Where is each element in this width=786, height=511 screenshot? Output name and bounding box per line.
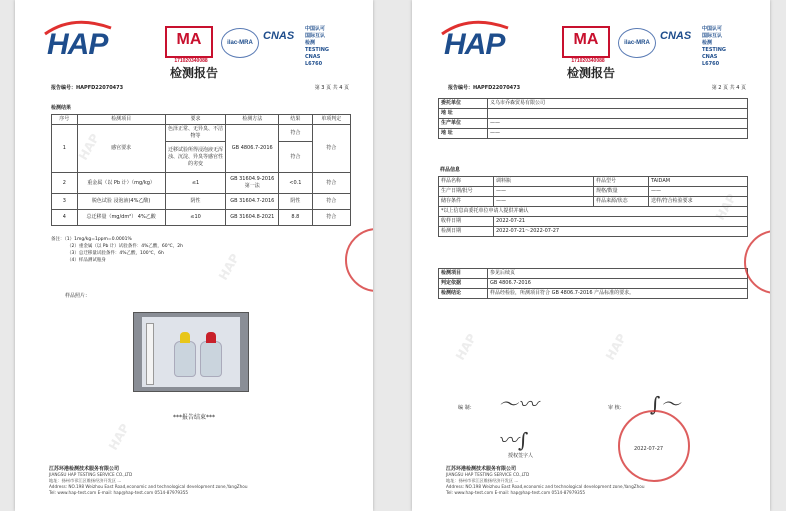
table-row	[439, 129, 748, 139]
table-row	[52, 194, 351, 210]
table-row	[439, 177, 748, 187]
report-number: 报告编号：HAPFD22070473	[51, 85, 124, 91]
ruler-icon	[146, 323, 154, 385]
cell: 送样/符合检验要求	[649, 197, 748, 207]
approver-label: 授权签字人	[508, 453, 534, 459]
red-seal-stamp	[345, 228, 373, 292]
cell: 生产单位	[439, 119, 488, 129]
cma-logo: MA 171020340088	[562, 26, 610, 58]
reviewer-signature: ∫〜	[650, 392, 681, 416]
cell: 地 址	[439, 109, 488, 119]
cell: *以上信息由委托单位申请人提供并确认	[439, 207, 748, 217]
client-table	[438, 98, 748, 139]
cell: 符合	[312, 194, 350, 210]
ilac-mra-logo: ilac-MRA	[618, 28, 656, 58]
cell: 样品来源/状态	[594, 197, 649, 207]
cell: 总迁移量（mg/dm²） 4%乙酸	[77, 210, 165, 226]
table-header-row	[52, 115, 351, 125]
note-line: 备注：（1）1mg/kg=1ppm=0.0001%	[51, 237, 132, 242]
cell: 符合	[312, 173, 350, 194]
cell: 迁移试验所得浸泡液无浑浊、沉淀、异臭等感官性的劣变	[165, 142, 226, 173]
yellow-bottle-icon	[174, 341, 196, 377]
table-row	[52, 210, 351, 226]
author-signature: 〜〰	[498, 392, 538, 416]
cma-logo: MA 171020340088	[165, 26, 213, 58]
note-line: （3）总迁移量试验条件：4%乙酸，100℃，6h	[67, 251, 164, 256]
note-line: （2）重金属（以 Pb 计）试验条件：4%乙酸，60℃，2h	[67, 244, 183, 249]
cell: 重金属（以 Pb 计）（mg/kg）	[77, 173, 165, 194]
cell: ——	[494, 197, 594, 207]
report-page-3	[15, 0, 373, 511]
cell: 符合	[279, 125, 312, 142]
watermark: HAP	[602, 331, 630, 363]
cell: 储存条件	[439, 197, 494, 207]
table-row	[439, 187, 748, 197]
cell: 2022-07-21	[494, 217, 748, 227]
report-title: 检测报告	[566, 66, 615, 80]
approver-signature: 〰∫	[498, 428, 529, 452]
cell: GB 31604.7-2016	[226, 194, 279, 210]
watermark: HAP	[215, 251, 243, 283]
cell: 3	[52, 194, 78, 210]
cell: ——	[649, 187, 748, 197]
cell: 感官要求	[77, 125, 165, 173]
report-title: 检测报告	[169, 66, 218, 80]
reviewer-label: 审 核：	[608, 405, 625, 411]
photo-label: 样品照片：	[65, 293, 91, 299]
table-row	[52, 125, 351, 142]
watermark: HAP	[712, 191, 740, 223]
cell: 阴性	[165, 194, 226, 210]
cell: 阴性	[279, 194, 312, 210]
cell: GB 31604.9-2016 第一法	[226, 173, 279, 194]
cell: 1	[52, 125, 78, 173]
cell: 生产日期/批号	[439, 187, 494, 197]
cnas-logo: CNAS	[660, 30, 692, 42]
cell: GB 4806.7-2016	[226, 125, 279, 173]
table-row	[439, 109, 748, 119]
cell: GB 4806.7-2016	[488, 279, 748, 289]
table-row	[439, 217, 748, 227]
cnas-text: 中国认可 国际互认 检测 TESTING CNAS L6760	[702, 26, 726, 67]
cell: TAIDAM	[649, 177, 748, 187]
note-line: （4）样品测试瓶身	[67, 258, 106, 263]
table-row	[439, 207, 748, 217]
col-header: 检测方法	[226, 115, 279, 125]
cell: 色泽正常、无异臭、不洁物等	[165, 125, 226, 142]
conclusion-table	[438, 268, 748, 299]
table-row	[439, 227, 748, 237]
cell: 参见后续页	[488, 269, 748, 279]
cnas-text: 中国认可 国际互认 检测 TESTING CNAS L6760	[305, 26, 329, 67]
table-row	[439, 197, 748, 207]
report-number: 报告编号：HAPFD22070473	[448, 85, 521, 91]
cell: GB 31604.8-2021	[226, 210, 279, 226]
results-table	[51, 114, 351, 226]
cell: 地 址	[439, 129, 488, 139]
col-header: 序号	[52, 115, 78, 125]
cell: 检测日期	[439, 227, 494, 237]
cell: 2022-07-21～2022-07-27	[494, 227, 748, 237]
sample-photo	[133, 312, 249, 392]
cell: 符合	[279, 142, 312, 173]
sample-table	[438, 176, 748, 237]
cnas-logo: CNAS	[263, 30, 295, 42]
cell: 2	[52, 173, 78, 194]
report-page-2	[412, 0, 770, 511]
cell: 收样日期	[439, 217, 494, 227]
col-header: 检测项目	[77, 115, 165, 125]
cell: 义乌市乔森贸易有限公司	[488, 99, 748, 109]
cell: ——	[494, 187, 594, 197]
report-end: ***报告结束***	[172, 414, 215, 421]
author-label: 编 制：	[458, 405, 475, 411]
page-number: 第 3 页 共 4 页	[314, 85, 349, 91]
page-number: 第 2 页 共 4 页	[711, 85, 746, 91]
cell: <0.1	[279, 173, 312, 194]
cell: 委托单位	[439, 99, 488, 109]
cell: 检测项目	[439, 269, 488, 279]
section-title: 样品信息	[440, 167, 461, 173]
cell: ≤10	[165, 210, 226, 226]
cell: ——	[488, 129, 748, 139]
cell: 符合	[312, 210, 350, 226]
watermark: HAP	[105, 421, 133, 453]
table-row	[52, 173, 351, 194]
cell: 检测结论	[439, 289, 488, 299]
cell: 8.8	[279, 210, 312, 226]
red-bottle-icon	[200, 341, 222, 377]
cell: 判定依据	[439, 279, 488, 289]
page-footer: 江苏环港检测技术服务有限公司 JIANGSU HAP TESTING SERVICE CO.,LTD 地址：扬州市邗江区维扬经济开发区 ... Address: NO.198 Weizhou East Road,economic and technological development zone,YangZhou Tel: www.hap-test.com E-mail: hap@hap-test.com 0514-87979355	[49, 466, 248, 495]
cell: 符合	[312, 125, 350, 173]
cell: 样品经检验，所测项目符合 GB 4806.7-2016 产品标准的要求。	[488, 289, 748, 299]
cell: 4	[52, 210, 78, 226]
ilac-mra-logo: ilac-MRA	[221, 28, 259, 58]
notes	[51, 236, 183, 264]
cell	[488, 109, 748, 119]
cell: ——	[488, 119, 748, 129]
table-row	[439, 119, 748, 129]
page-footer: 江苏环港检测技术服务有限公司 JIANGSU HAP TESTING SERVICE CO.,LTD 地址：扬州市邗江区维扬经济开发区 ... Address: NO.198 Weizhou East Road,economic and technological development zone,YangZhou Tel: www.hap-test.com E-mail: hap@hap-test.com 0514-87979355	[446, 466, 645, 495]
section-title: 检测结果	[51, 105, 72, 111]
col-header: 要求	[165, 115, 226, 125]
cell: ≤1	[165, 173, 226, 194]
hap-logo: HAP	[444, 28, 505, 61]
cell: 调料瓶	[494, 177, 594, 187]
sign-date: 2022-07-27	[634, 446, 664, 452]
cell: 脱色试验 浸泡液(4%乙酸)	[77, 194, 165, 210]
table-row	[439, 99, 748, 109]
table-row	[439, 289, 748, 299]
col-header: 单项判定	[312, 115, 350, 125]
table-row	[439, 269, 748, 279]
cell: 规格/数量	[594, 187, 649, 197]
hap-logo: HAP	[47, 28, 108, 61]
watermark: HAP	[452, 331, 480, 363]
col-header: 结果	[279, 115, 312, 125]
table-row	[439, 279, 748, 289]
cell: 样品名称	[439, 177, 494, 187]
watermark: HAP	[75, 131, 103, 163]
cell: 样品型号	[594, 177, 649, 187]
